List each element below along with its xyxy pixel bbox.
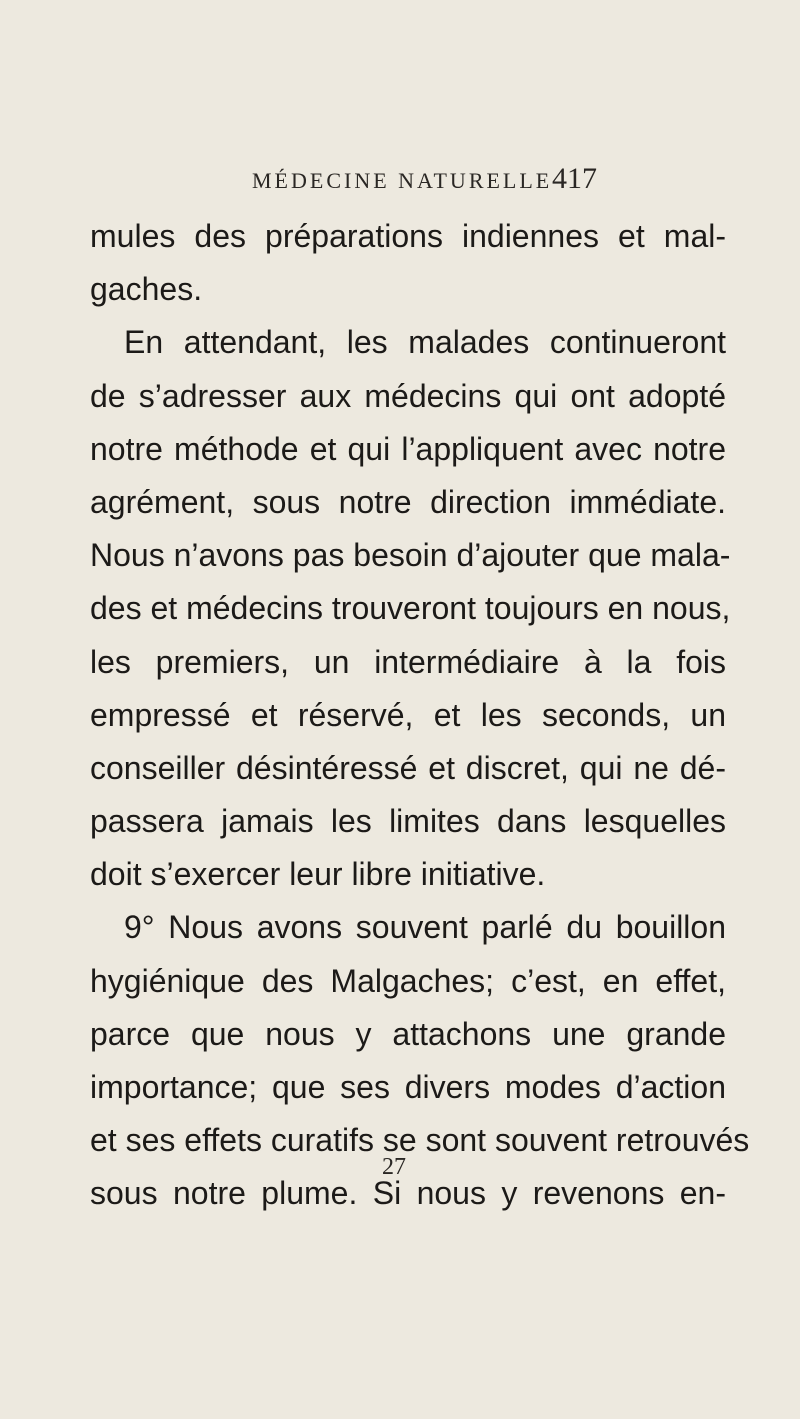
text-line: Nous n’avons pas besoin d’ajouter que mala-	[90, 537, 731, 574]
text-line: des et médecins trouveront toujours en nous,	[90, 590, 731, 627]
text-line: de s’adresser aux médecins qui ont adopté	[90, 377, 726, 414]
text-line: mules des préparations indiennes et mal-	[90, 218, 726, 254]
text-line: hygiénique des Malgaches; c’est, en effet,	[90, 962, 726, 999]
text-line: les premiers, un intermédiaire à la fois	[90, 643, 726, 680]
text-line: importance; que ses divers modes d’action	[90, 1069, 726, 1105]
text-line: notre méthode et qui l’appliquent avec notre	[90, 430, 726, 467]
text-line: empressé et réservé, et les seconds, un	[90, 696, 726, 733]
text-line: passera jamais les limites dans lesquelles	[90, 803, 726, 840]
text-line: et ses effets curatifs se sont souvent retrouvés	[90, 1122, 750, 1159]
text-line: gaches.	[90, 271, 203, 308]
page-number: 417	[552, 162, 597, 195]
text-line: doit s’exercer leur libre initiative.	[90, 856, 546, 893]
running-head	[252, 162, 732, 202]
signature-mark: 27	[382, 1154, 406, 1180]
text-line: conseiller désintéressé et discret, qui ne dé-	[90, 749, 726, 786]
text-line: parce que nous y attachons une grande	[90, 1015, 726, 1052]
text-line: agrément, sous notre direction immédiate.	[90, 483, 726, 520]
text-line: En attendant, les malades continueront	[124, 324, 726, 361]
body-text	[90, 210, 750, 1221]
running-title: MÉDECINE NATURELLE	[252, 168, 553, 193]
text-line: sous notre plume. Si nous y revenons en-	[90, 1175, 726, 1212]
text-line: 9° Nous avons souvent parlé du bouillon	[124, 909, 726, 946]
